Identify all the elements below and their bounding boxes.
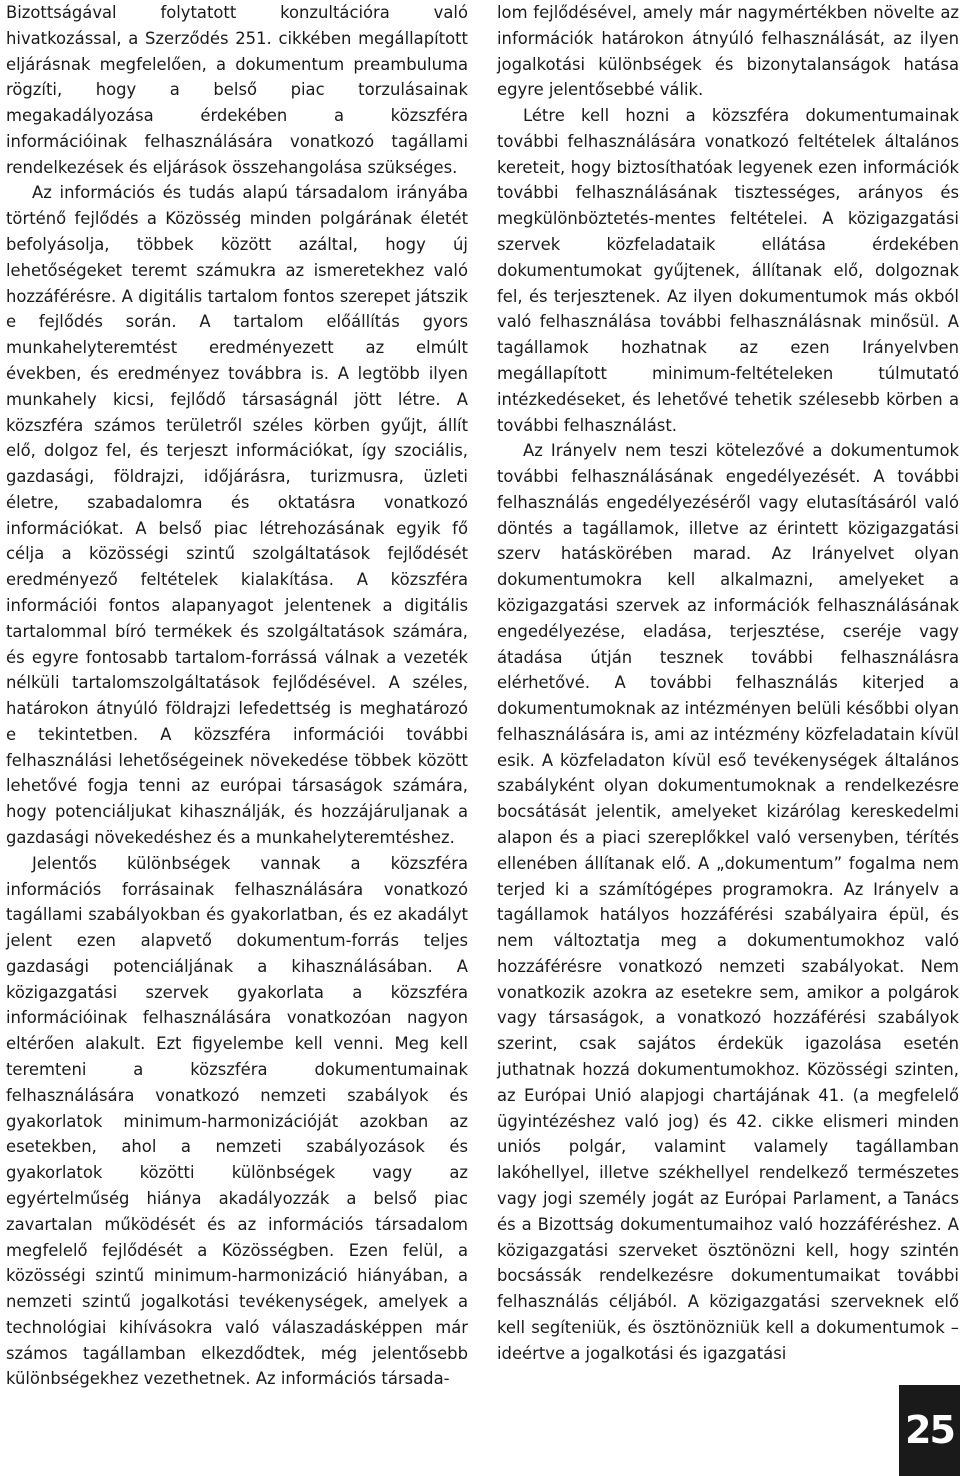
paragraph: lom fejlődésével, amely már nagymértékben növelte az információk határokon átnyúló felhasználását, az ilyen jogalkotási különbségek és bizonytalanságok hatása egyre jelentősebbé válik. xyxy=(497,3,959,100)
right-column xyxy=(497,0,959,1366)
page-number: 25 xyxy=(899,1385,960,1476)
paragraph: Az Irányelv nem teszi kötelezővé a dokumentumok további felhasználásának engedélyezését. A további felhasználás engedélyezéséről vagy elutasításáról való döntés a tagállamok, illetve az érintett közigazgatási szerv hatáskörében marad. Az Irányelvet olyan dokumentumokra kell alkalmazni, amelyeket a közigazgatási szervek az információk felhasználásának engedélyezése, eladása, terjesztése, cseréje vagy átadása útján tesznek további felhasználásra elérhetővé. A további felhasználás kiterjed a dokumentumoknak az intézményen belüli későbbi olyan felhasználására is, ami az intézmény közfeladatain kívül esik. A közfeladaton kívül eső tevékenységek általános szabályként olyan dokumentumoknak a rendelkezésre bocsátását jelentik, amelyeket kizárólag kereskedelmi alapon és a piaci szereplőkkel való versenyben, térítés ellenében állítanak elő. A „dokumentum” fogalma nem terjed ki a számítógépes programokra. Az Irányelv a tagállamok hatályos hozzáférési szabályaira épül, és nem változtatja meg a dokumentumokhoz való hozzáférésre vonatkozó nemzeti szabályokat. Nem vonatkozik azokra az esetekre sem, amikor a polgárok vagy társaságok, a vonatkozó hozzáférési szabályok szerint, csak sajátos érdekük igazolása esetén juthatnak hozzá dokumentumokhoz. Közösségi szinten, az Európai Unió alapjogi chartájának 41. (a megfelelő ügyintézéshez való jog) és 42. cikke elismeri minden uniós polgár, valamint valamely tagállamban lakóhellyel, illetve székhellyel rendelkező természetes vagy jogi személy jogát az Európai Parlament, a Tanács és a Bizottság dokumentumaihoz való hozzáféréshez. A közigazgatási szerveket ösztönözni kell, hogy szintén bocsássák rendelkezésre dokumentumaikat további felhasználás céljából. A közigazgatási szerveknek elő kell segíteniük, és ösztönözniük kell a dokumentumok – ideértve a jogalkotási és igazgatási xyxy=(497,441,960,1363)
paragraph: Létre kell hozni a közszféra dokumentumainak további felhasználására vonatkozó feltételek általános kereteit, hogy biztosíthatóak legyenek ezen információk további felhasználásának tisztességes, arányos és megkülönböztetés-mentes feltételei. A közigazgatási szervek közfeladataik ellátása érdekében dokumentumokat gyűjtenek, állítanak elő, dolgoznak fel, és terjesztenek. Az ilyen dokumentumok más okból való felhasználása további felhasználásnak minősül. A tagállamok hozhatnak az ezen Irányelvben megállapított minimum-feltételeken túlmutató intézkedéseket, és lehetővé tehetik szélesebb körben a további felhasználást. xyxy=(497,106,959,435)
paragraph: Az információs és tudás alapú társadalom irányába történő fejlődés a Közösség minden polgárának életét befolyásolja, többek között azáltal, hogy új lehetőségeket teremt számukra az ismeretekhez való hozzáférésre. A digitális tartalom fontos szerepet játszik e fejlődés során. A tartalom előállítás gyors munkahelyteremtést eredményezett az elmúlt években, és eredményez továbbra is. A legtöbb ilyen munkahely kicsi, fejlődő társaságnál jött létre. A közszféra számos területről széles körben gyűjt, állít elő, dolgoz fel, és terjeszt információkat, így szociális, gazdasági, földrajzi, időjárásra, turizmusra, üzleti életre, szabadalomra és oktatásra vonatkozó információkat. A belső piac létrehozásának egyik fő célja a közösségi szintű szolgáltatások fejlődését eredményező feltételek kialakítása. A közszféra információi fontos alapanyagot jelentenek a digitális tartalommal bíró termékek és szolgáltatások számára, és egyre fontosabb tartalom-forrássá válnak a vezeték nélküli tartalomszolgáltatások fejlődésével. A széles, határokon átnyúló földrajzi lefedettség is meghatározó e tekintetben. A közszféra információi további felhasználási lehetőségeinek növekedése többek között lehetővé fogja tenni az európai társaságok számára, hogy potenciáljukat kihasználják, és hozzájáruljanak a gazdasági növekedéshez és a munkahelyteremtéshez. xyxy=(6,183,468,847)
paragraph: Bizottságával folytatott konzultációra való hivatkozással, a Szerződés 251. cikkében megállapított eljárásnak megfelelően, a dokumentum preambuluma rögzíti, hogy a belső piac torzulásainak megakadályozása érdekében a közszféra információinak felhasználására vonatkozó tagállami rendelkezések és eljárások összehangolása szükséges. xyxy=(6,3,468,177)
paragraph: Jelentős különbségek vannak a közszféra információs forrásainak felhasználására vonatkozó tagállami szabályokban és gyakorlatban, és ez akadályt jelent ezen alapvető dokumentum-forrás teljes gazdasági potenciáljának a kihasználásában. A közigazgatási szervek gyakorlata a közszféra információinak felhasználására vonatkozóan nagyon eltérően alakult. Ezt figyelembe kell venni. Meg kell teremteni a közszféra dokumentumainak felhasználására vonatkozó nemzeti szabályok és gyakorlatok minimum-harmonizációját azokban az esetekben, ahol a nemzeti szabályozások és gyakorlatok közötti különbségek vagy az egyértelműség hiánya akadályozzák a belső piac zavartalan működését és az információs társadalom megfelelő fejlődését a Közösségben. Ezen felül, a közösségi szintű minimum-harmonizáció hiányában, a nemzeti szintű jogalkotási tevékenységek, amelyek a technológiai kihívásokra való válaszadásképpen már számos tagállamban elkezdődtek, még jelentősebb különbségekhez vezethetnek. Az információs társada- xyxy=(6,853,468,1389)
left-column xyxy=(6,0,468,1392)
